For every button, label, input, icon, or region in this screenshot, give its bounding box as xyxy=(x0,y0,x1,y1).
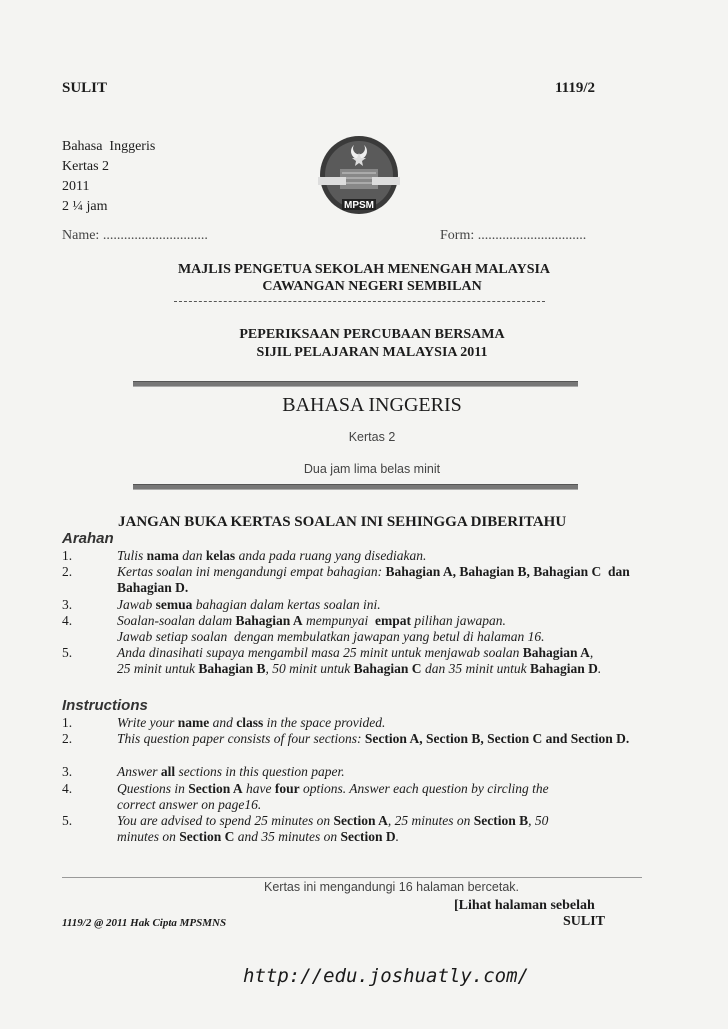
instruction-item-text xyxy=(117,764,682,780)
subject-paper: Kertas 2 xyxy=(62,159,110,174)
footer-rule xyxy=(62,877,642,878)
source-url: http://edu.joshuatly.com/ xyxy=(243,965,529,987)
italic-text: You are advised to spend 25 minutes on xyxy=(117,813,334,828)
instruction-item-number: 5. xyxy=(62,813,73,828)
italic-text: Tulis xyxy=(117,548,147,563)
instruction-item-number: 4. xyxy=(62,781,73,796)
top-rule xyxy=(133,381,578,387)
italic-text: pilihan jawapan. xyxy=(411,613,506,628)
bold-text: name xyxy=(177,715,210,730)
arahan-item-number: 1. xyxy=(62,548,73,563)
instruction-item-text xyxy=(117,715,682,731)
arahan-item xyxy=(62,548,682,564)
instruction-item-number: 2. xyxy=(62,731,73,746)
arahan-heading: Arahan xyxy=(62,530,114,547)
italic-text: Jawab setiap soalan dengan membulatkan jawapan yang betul di halaman 16. xyxy=(117,629,545,644)
exam-line2: SIJIL PELAJARAN MALAYSIA 2011 xyxy=(256,345,488,360)
italic-text: have xyxy=(242,781,275,796)
italic-text: in the space provided. xyxy=(263,715,386,730)
bold-text: Section A, Section B, Section C and Section D. xyxy=(364,731,630,746)
bold-text: Bahagian A xyxy=(235,613,303,628)
bold-text: kelas xyxy=(205,548,236,563)
bold-text: all xyxy=(160,764,176,779)
mpsm-logo xyxy=(310,133,408,218)
footer-copyright: 1119/2 @ 2011 Hak Cipta MPSMNS xyxy=(62,917,227,929)
arahan-item-text xyxy=(117,597,682,613)
instruction-item xyxy=(62,731,682,747)
bold-text: four xyxy=(274,781,300,796)
italic-text: options. Answer each question by circling the correct answer on page16. xyxy=(117,781,549,812)
italic-text: This question paper consists of four sections: xyxy=(117,731,365,746)
italic-text: . xyxy=(395,829,399,844)
instruction-item-number: 3. xyxy=(62,764,73,779)
bold-text: Section D xyxy=(340,829,396,844)
name-field: Name: .............................. xyxy=(62,228,208,243)
bold-text: Bahagian D xyxy=(529,661,598,676)
italic-text: Write your xyxy=(117,715,178,730)
arahan-item-number: 3. xyxy=(62,597,73,612)
italic-text: Jawab xyxy=(117,597,156,612)
instruction-item xyxy=(62,715,682,731)
italic-text: , 25 minutes on xyxy=(387,813,474,828)
italic-text: anda pada ruang yang disediakan. xyxy=(235,548,427,563)
bottom-rule xyxy=(133,484,578,490)
subject-time: 2 ¼ jam xyxy=(62,199,108,214)
arahan-item-number: 4. xyxy=(62,613,73,628)
instruction-item-text xyxy=(117,731,682,747)
instruction-item xyxy=(62,813,682,845)
italic-text: Answer xyxy=(117,764,161,779)
instruction-item xyxy=(62,764,682,780)
italic-text: sections in this question paper. xyxy=(175,764,345,779)
instruction-item xyxy=(62,781,682,813)
form-field: Form: ............................... xyxy=(440,228,587,243)
header-sulit: SULIT xyxy=(62,80,108,96)
arahan-item-number: 5. xyxy=(62,645,73,660)
arahan-item-number: 2. xyxy=(62,564,73,579)
italic-text: , 25 minit untuk xyxy=(117,645,594,676)
arahan-item-text xyxy=(117,613,682,645)
italic-text: . xyxy=(597,661,602,676)
arahan-item xyxy=(62,597,682,613)
italic-text: bahagian dalam kertas soalan ini. xyxy=(192,597,381,612)
arahan-item xyxy=(62,564,682,596)
exam-line1: PEPERIKSAAN PERCUBAAN BERSAMA xyxy=(239,327,505,342)
arahan-item-text xyxy=(117,564,682,596)
paper-title: BAHASA INGGERIS xyxy=(282,394,462,416)
arahan-item xyxy=(62,613,682,645)
bold-text: semua xyxy=(155,597,193,612)
logo-text: MPSM xyxy=(344,200,374,211)
dashed-divider xyxy=(174,301,545,302)
subject-name: Bahasa Inggeris xyxy=(62,139,156,154)
bold-text: Section A xyxy=(333,813,388,828)
italic-text: dan xyxy=(178,548,206,563)
bold-text: Bahagian C xyxy=(353,661,422,676)
header-code: 1119/2 xyxy=(555,80,596,96)
italic-text: and xyxy=(209,715,237,730)
council-line1: MAJLIS PENGETUA SEKOLAH MENENGAH MALAYSIA xyxy=(177,262,551,277)
bold-text: nama xyxy=(146,548,179,563)
paper-kertas: Kertas 2 xyxy=(348,430,396,444)
arahan-item xyxy=(62,645,682,677)
arahan-item-text xyxy=(117,548,682,564)
bold-text: Section A xyxy=(188,781,243,796)
italic-text: Questions in xyxy=(117,781,189,796)
italic-text: and 35 minutes on xyxy=(234,829,341,844)
italic-text: Kertas soalan ini mengandungi empat bahagian: xyxy=(117,564,386,579)
council-line2: CAWANGAN NEGERI SEMBILAN xyxy=(262,279,482,294)
warning: JANGAN BUKA KERTAS SOALAN INI SEHINGGA DIBERITAHU xyxy=(118,514,567,530)
bold-text: Bahagian B xyxy=(198,661,266,676)
italic-text: , 50 minutes on xyxy=(117,813,549,844)
italic-text: Soalan-soalan dalam xyxy=(117,613,236,628)
arahan-item-text xyxy=(117,645,682,677)
bold-text: Section B xyxy=(473,813,529,828)
italic-text: mempunyai xyxy=(302,613,376,628)
footer-next: [Lihat halaman sebelah xyxy=(454,898,595,913)
bold-text: empat xyxy=(375,613,412,628)
subject-block xyxy=(62,137,155,217)
bold-text: Bahagian A, Bahagian B, Bahagian C dan Bahagian D. xyxy=(117,564,634,595)
bold-text: Section C xyxy=(179,829,235,844)
italic-text: dan 35 minit untuk xyxy=(421,661,530,676)
italic-text: , 50 minit untuk xyxy=(265,661,354,676)
instruction-item-text xyxy=(117,813,682,845)
subject-year: 2011 xyxy=(62,179,90,194)
instruction-item-number: 1. xyxy=(62,715,73,730)
paper-duration: Dua jam lima belas minit xyxy=(303,462,441,476)
bold-text: class xyxy=(236,715,264,730)
instruction-item-text xyxy=(117,781,682,813)
italic-text: Anda dinasihati supaya mengambil masa 25 minit untuk menjawab soalan xyxy=(117,645,523,660)
footer-sulit: SULIT xyxy=(563,914,606,929)
instructions-heading: Instructions xyxy=(62,697,148,714)
footer-pages: Kertas ini mengandungi 16 halaman bercetak. xyxy=(264,880,520,894)
bold-text: Bahagian A xyxy=(522,645,590,660)
